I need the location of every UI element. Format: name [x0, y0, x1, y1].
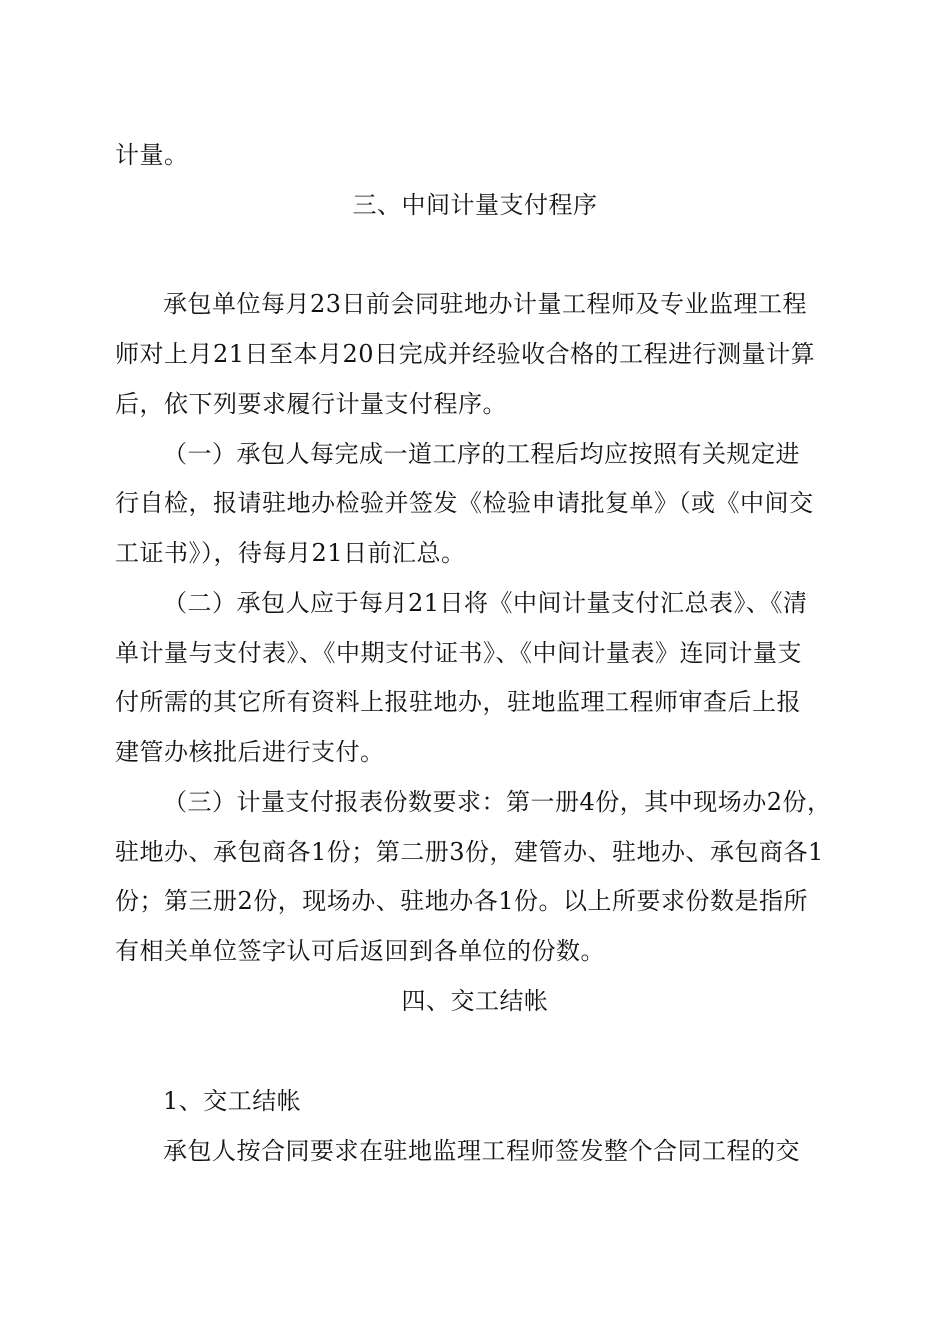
- paragraph-line: 承包单位每月23日前会同驻地办计量工程师及专业监理工程: [163, 290, 808, 318]
- paragraph-line: 计量。: [115, 141, 189, 169]
- paragraph-line: 单计量与支付表》、《中期支付证书》、《中间计量表》连同计量支: [115, 639, 802, 667]
- subsection-heading: 1、交工结帐: [163, 1087, 302, 1115]
- paragraph-line: 驻地办、承包商各1份；第二册3份，建管办、驻地办、承包商各1: [115, 838, 824, 866]
- paragraph-line: （三）计量支付报表份数要求：第一册4份，其中现场办2份，: [163, 788, 832, 816]
- section-heading: 四、交工结帐: [401, 987, 549, 1015]
- paragraph-line: （二）承包人应于每月21日将《中间计量支付汇总表》、《清: [163, 589, 808, 617]
- paragraph-line: 行自检，报请驻地办检验并签发《检验申请批复单》（或《中间交: [115, 489, 814, 517]
- paragraph-line: 付所需的其它所有资料上报驻地办，驻地监理工程师审查后上报: [115, 688, 801, 716]
- paragraph-line: 建管办核批后进行支付。: [115, 738, 385, 766]
- paragraph-line: 份；第三册2份，现场办、驻地办各1份。以上所要求份数是指所: [115, 887, 809, 915]
- paragraph-line: 师对上月21日至本月20日完成并经验收合格的工程进行测量计算: [115, 340, 816, 368]
- paragraph-line: 后，依下列要求履行计量支付程序。: [115, 390, 507, 418]
- paragraph-line: 工证书》），待每月21日前汇总。: [115, 539, 466, 567]
- paragraph-line: 承包人按合同要求在驻地监理工程师签发整个合同工程的交: [163, 1137, 800, 1165]
- paragraph-line: 有相关单位签字认可后返回到各单位的份数。: [115, 937, 605, 965]
- section-heading: 三、中间计量支付程序: [352, 191, 598, 219]
- paragraph-line: （一）承包人每完成一道工序的工程后均应按照有关规定进: [163, 440, 800, 468]
